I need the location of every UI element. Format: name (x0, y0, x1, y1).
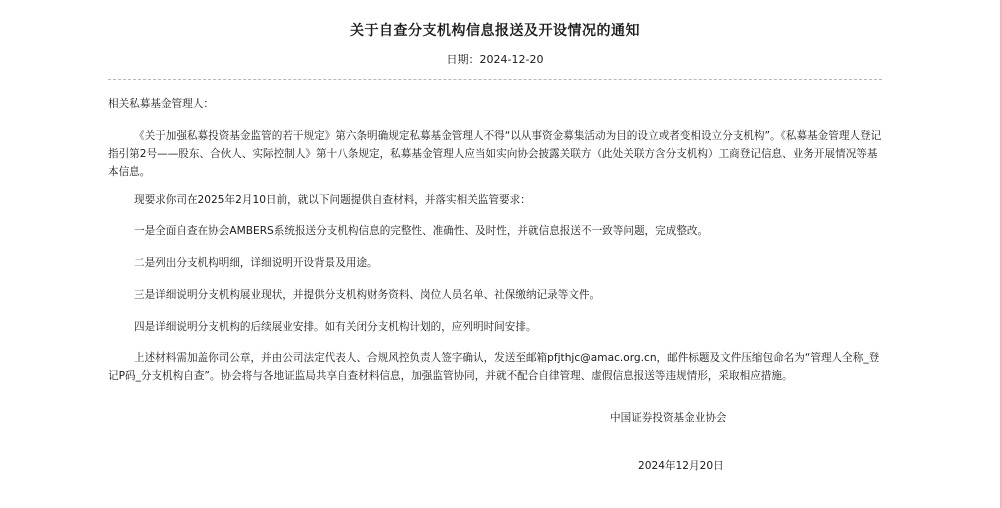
paragraph-submission: 上述材料需加盖你司公章，并由公司法定代表人、合规风控负责人签字确认，发送至邮箱pfjthjc@amac.org.cn，邮件标题及文件压缩包命名为“管理人全称_登记P码_分支机构自查”。协会将与各地证监局共享自查材料信息，加强监管协同，并就不配合自律管理、虚假信息报送等违规情形，采取相应措施。 (108, 352, 880, 382)
paragraph-item-1: 一是全面自查在协会AMBERS系统报送分支机构信息的完整性、准确性、及时性，并就信息报送不一致等问题，完成整改。 (134, 225, 709, 237)
date-label: 日期： (446, 53, 480, 66)
paragraph-item-2: 二是列出分支机构明细，详细说明开设背景及用途。 (134, 257, 378, 269)
issuer-name: 中国证券投资基金业协会 (610, 412, 727, 424)
notice-date (0, 51, 990, 67)
notice-title: 关于自查分支机构信息报送及开设情况的通知 (350, 23, 640, 39)
paragraph-item-4: 四是详细说明分支机构的后续展业安排。如有关闭分支机构计划的，应列明时间安排。 (134, 321, 537, 333)
paragraph-regulation: 《关于加强私募投资基金监管的若干规定》第六条明确规定私募基金管理人不得“以从事资金募集活动为目的设立或者变相设立分支机构”。《私募基金管理人登记指引第2号——股东、合伙人、实际控制人》第十八条规定，私募基金管理人应当如实向协会披露关联方（此处关联方含分支机构）工商登记信息、业务开展情况等基本信息。 (108, 130, 882, 178)
signature-date: 2024年12月20日 (638, 460, 724, 472)
date-value: 2024-12-20 (479, 53, 544, 66)
divider (108, 79, 882, 80)
paragraph-requirement: 现要求你司在2025年2月10日前，就以下问题提供自查材料，并落实相关监管要求： (134, 194, 531, 206)
salutation: 相关私募基金管理人： (108, 98, 214, 110)
paragraph-item-3: 三是详细说明分支机构展业现状，并提供分支机构财务资料、岗位人员名单、社保缴纳记录等文件。 (134, 289, 601, 301)
